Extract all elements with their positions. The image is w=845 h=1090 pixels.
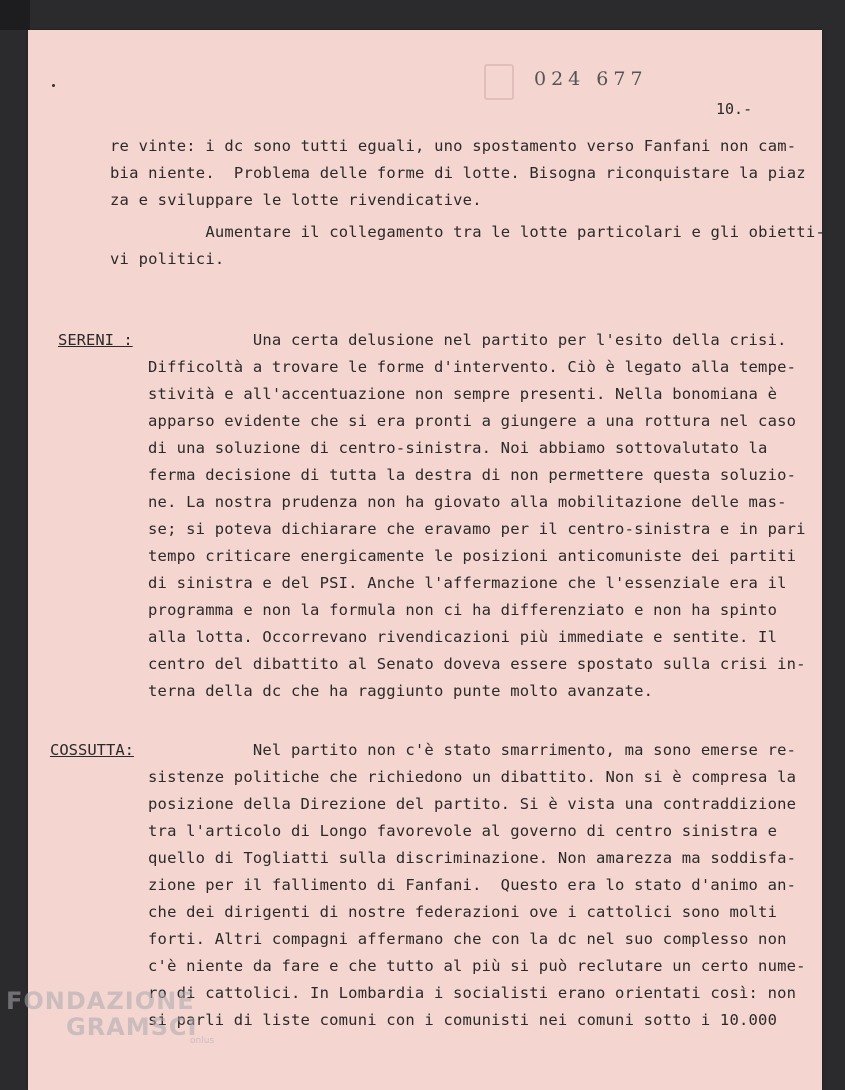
text-line: di una soluzione di centro-sinistra. Noi abbiamo sottovalutato la	[148, 439, 768, 457]
text-line: za e sviluppare le lotte rivendicative.	[110, 191, 482, 209]
binder-clip	[0, 0, 30, 30]
text-line: centro del dibattito al Senato doveva essere spostato sulla crisi in-	[148, 655, 806, 673]
text-line: programma e non la formula non ci ha differenziato e non ha spinto	[148, 601, 778, 619]
speaker-sereni: SERENI :	[58, 331, 133, 349]
page-number: 10.-	[716, 100, 753, 118]
text-line: Difficoltà a trovare le forme d'intervento. Ciò è legato alla tempe-	[148, 358, 797, 376]
text-line: terna della dc che ha raggiunto punte molto avanzate.	[148, 682, 654, 700]
text-line: forti. Altri compagni affermano che con la dc nel suo complesso non	[148, 930, 787, 948]
text-line: re vinte: i dc sono tutti eguali, uno spostamento verso Fanfani non cam-	[110, 137, 797, 155]
text-line: di sinistra e del PSI. Anche l'affermazione che l'essenziale era il	[148, 574, 787, 592]
speaker-cossutta: COSSUTTA:	[50, 741, 134, 759]
text-line: alla lotta. Occorrevano rivendicazioni più immediate e sentite. Il	[148, 628, 778, 646]
text-line: tempo criticare energicamente le posizioni anticomuniste dei partiti	[148, 547, 797, 565]
text-line: Aumentare il collegamento tra le lotte particolari e gli obietti-	[110, 223, 825, 241]
text-line: che dei dirigenti di nostre federazioni ove i cattolici sono molti	[148, 903, 778, 921]
text-line: stività e all'accentuazione non sempre presenti. Nella bonomiana è	[148, 385, 778, 403]
text-line: ferma decisione di tutta la destra di non permettere questa soluzio-	[148, 466, 797, 484]
text-line: Una certa delusione nel partito per l'esito della crisi.	[148, 331, 787, 349]
text-line: si parli di liste comuni con i comunisti nei comuni sotto i 10.000	[148, 1011, 778, 1029]
text-line: c'è niente da fare e che tutto al più si può reclutare un certo nume-	[148, 957, 806, 975]
text-line: tra l'articolo di Longo favorevole al governo di centro sinistra e	[148, 822, 778, 840]
watermark-line2: GRAMSCI	[66, 1013, 198, 1041]
text-line: quello di Togliatti sulla discriminazione. Non amarezza ma soddisfa-	[148, 849, 797, 867]
text-line: ro di cattolici. In Lombardia i socialisti erano orientati così: non	[148, 984, 797, 1002]
ink-dot	[52, 84, 55, 87]
archive-number: 024 677	[534, 68, 648, 90]
text-line: zione per il fallimento di Fanfani. Questo era lo stato d'animo an-	[148, 876, 797, 894]
watermark-logo	[484, 64, 514, 100]
text-line: vi politici.	[110, 250, 225, 268]
watermark-sub: onlus	[190, 1036, 215, 1046]
text-line: Nel partito non c'è stato smarrimento, ma sono emerse re-	[148, 741, 797, 759]
watermark-fondazione-gramsci	[6, 988, 197, 1040]
watermark-line1: FONDAZIONE	[6, 987, 195, 1015]
text-line: apparso evidente che si era pronti a giungere a una rottura nel caso	[148, 412, 797, 430]
text-line: sistenze politiche che richiedono un dibattito. Non si è compresa la	[148, 768, 797, 786]
text-line: se; si poteva dichiarare che eravamo per il centro-sinistra e in pari	[148, 520, 806, 538]
text-line: ne. La nostra prudenza non ha giovato alla mobilitazione delle mas-	[148, 493, 787, 511]
text-line: posizione della Direzione del partito. Si è vista una contraddizione	[148, 795, 797, 813]
text-line: bia niente. Problema delle forme di lotte. Bisogna riconquistare la piaz	[110, 164, 806, 182]
